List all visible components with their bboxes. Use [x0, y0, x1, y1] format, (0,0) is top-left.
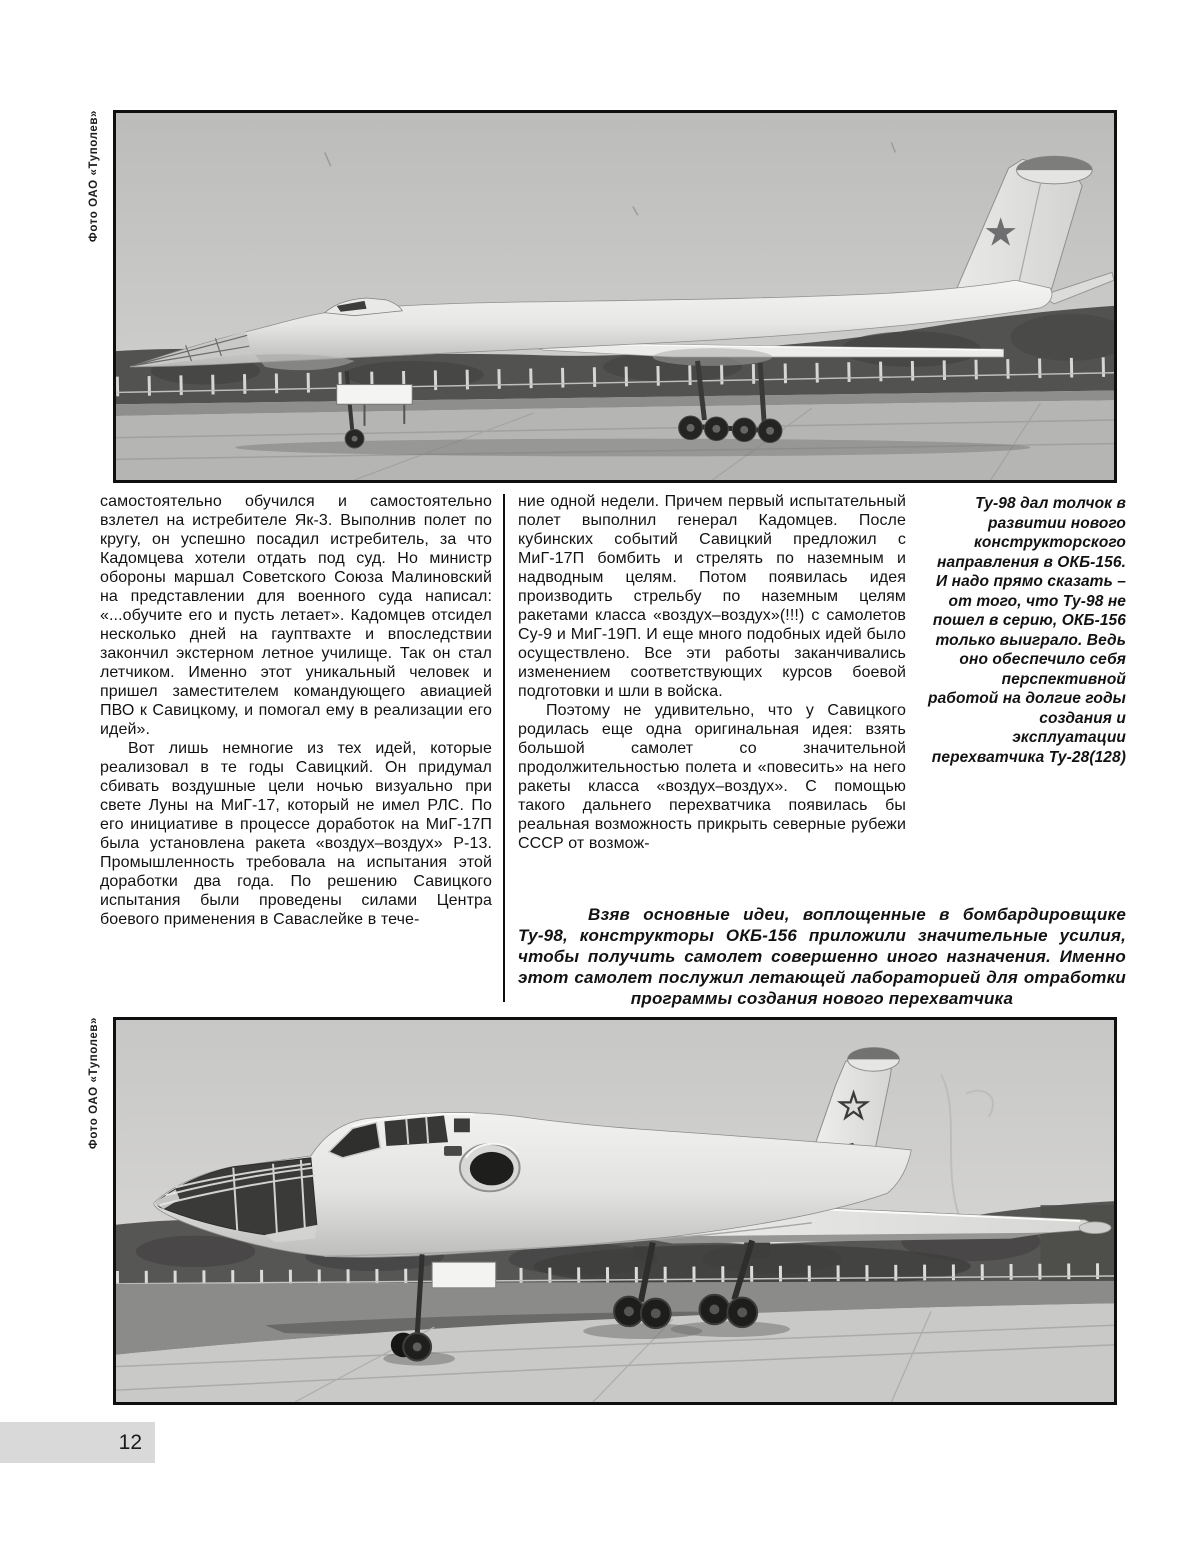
top-photo-image [116, 113, 1114, 480]
photo-credit-bottom: Фото ОАО «Туполев» [88, 1017, 100, 1150]
article-paragraph: Поэтому не удивительно, что у Савицкого родилась еще одна оригинальная идея: взять большой самолет со значительной продолжительностью полета и «повесить» на него ракеты класса «воздух–воздух». С помощью такого дальнего перехватчика появилась бы реальная возможность прикрыть северные рубежи СССР от возмож- [518, 702, 906, 852]
bottom-photo-caption [518, 904, 1126, 1009]
article-paragraph: Вот лишь немногие из тех идей, которые реализовал в те годы Савицкий. Он придумал сбивать воздушные цели ночью визуально при свете Луны на МиГ-17, который не имел РЛС. По его инициативе в процессе доработок на МиГ-17П была установлена ракета «воздух–воздух» Р-13. Промышленность требовала на испытания этой доработки два года. По решению Савицкого испытания были проведены силами Центра боевого применения в Саваслейке в тече- [100, 740, 492, 928]
column-divider-rule [503, 494, 505, 1002]
ground-apron [116, 390, 1114, 480]
ground-placard [432, 1262, 496, 1288]
wingtip-pod [1079, 1222, 1111, 1234]
article-paragraph: самостоятельно обучился и самостоятельно взлетел на истребителе Як-3. Выполнив полет по кругу, он успешно посадил истребитель, за что Кадомцева хотели отдать под суд. Но министр обороны маршал Советского Союза Малиновский на представлении для военного суда написал: «...обучите его и пусть летает». Кадомцев отсидел несколько дней на гауптвахте и впоследствии закончил экстерном летное училище. Так он стал летчиком. Именно этот уникальный человек и пришел заместителем командующего авиацией ПВО к Савицкому, и помогал ему в реализации его идей». [100, 493, 492, 738]
photo-top-tu98-side-view [113, 110, 1117, 483]
page-number-bar [0, 1422, 155, 1463]
page-number: 12 [118, 1431, 142, 1454]
text-column-2 [518, 492, 906, 853]
text-column-1 [100, 492, 492, 929]
sidebar-callout-tu98 [928, 494, 1126, 767]
caption-text: Взяв основные идеи, воплощенные в бомбардировщике Ту-98, конструкторы ОКБ-156 приложили значительные усилия, чтобы получить самолет совершенно иного назначения. Именно этот самолет послужил летающей лабораторией для отработки программы создания нового перехватчика [518, 905, 1126, 1008]
bottom-photo-image [116, 1020, 1114, 1402]
ground [116, 1281, 1114, 1402]
sidebar-text: Ту-98 дал толчок в развитии нового конструкторского направления в ОКБ-156. И надо прямо сказать – от того, что Ту-98 не пошел в серию, ОКБ-156 только выиграло. Ведь оно обеспечило себя перспективной работой на долгие годы создания и эксплуатации перехватчика Ту-28(128) [928, 495, 1126, 766]
photo-credit-top: Фото ОАО «Туполев» [88, 110, 100, 243]
article-paragraph: ние одной недели. Причем первый испытательный полет выполнил генерал Кадомцев. После кубинских событий Савицкий предложил с МиГ-17П бомбить и стрелять по наземным и надводным целям. Потом появилась идея производить стрельбу по наземным целям ракетами класса «воздух–воздух»(!!!) с самолетов Су-9 и МиГ-19П. И еще много подобных идей было осуществлено. Все эти работы заканчивались изменением соответствующих курсов боевой подготовки и шли в войска. [518, 493, 906, 700]
photo-bottom-tu98-front-view [113, 1017, 1117, 1405]
